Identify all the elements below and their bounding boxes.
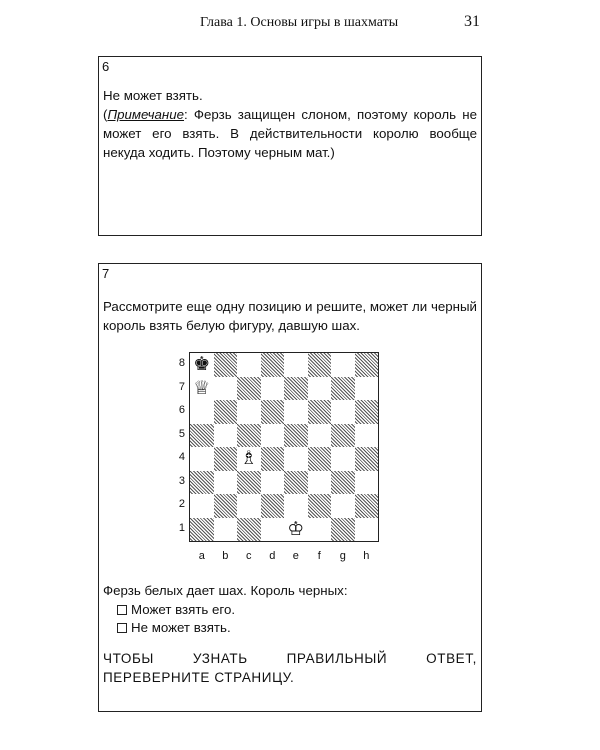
square-h1 <box>355 518 379 542</box>
square-h6 <box>355 400 379 424</box>
square-b7 <box>214 377 238 401</box>
square-c5 <box>237 424 261 448</box>
square-c7 <box>237 377 261 401</box>
square-c1 <box>237 518 261 542</box>
rank-label: 8 <box>178 357 185 369</box>
square-f4 <box>308 447 332 471</box>
square-g1 <box>331 518 355 542</box>
option-label: Не может взять. <box>131 620 231 635</box>
chess-board <box>189 352 379 542</box>
square-f1 <box>308 518 332 542</box>
square-a1 <box>190 518 214 542</box>
square-d1 <box>261 518 285 542</box>
square-h7 <box>355 377 379 401</box>
square-d3 <box>261 471 285 495</box>
square-c6 <box>237 400 261 424</box>
square-d2 <box>261 494 285 518</box>
square-g3 <box>331 471 355 495</box>
square-e1 <box>284 518 308 542</box>
answer-box-6 <box>98 56 482 236</box>
square-a4 <box>190 447 214 471</box>
box-number: 6 <box>102 59 110 74</box>
square-e5 <box>284 424 308 448</box>
square-c4 <box>237 447 261 471</box>
white-king-icon: ♔ <box>284 518 308 542</box>
square-b2 <box>214 494 238 518</box>
square-f8 <box>308 353 332 377</box>
square-h2 <box>355 494 379 518</box>
square-h4 <box>355 447 379 471</box>
square-b8 <box>214 353 238 377</box>
black-king-icon: ♚ <box>190 353 214 377</box>
square-b4 <box>214 447 238 471</box>
exercise-prompt: Рассмотрите еще одну позицию и решите, может ли черный король взять белую фигуру, давшую шах. <box>103 299 477 333</box>
file-label: d <box>269 550 276 562</box>
square-a3 <box>190 471 214 495</box>
square-a7 <box>190 377 214 401</box>
question-text: Ферзь белых дает шах. Король черных: <box>103 583 348 598</box>
option-cannot-capture[interactable] <box>117 620 231 635</box>
square-d8 <box>261 353 285 377</box>
white-queen-icon: ♕ <box>190 377 214 401</box>
square-d5 <box>261 424 285 448</box>
file-label: f <box>317 550 321 562</box>
square-g8 <box>331 353 355 377</box>
note-label: Примечание <box>107 107 185 122</box>
rank-label: 3 <box>178 474 185 487</box>
file-label: b <box>222 550 229 562</box>
square-a2 <box>190 494 214 518</box>
exercise-box-7 <box>98 263 482 712</box>
square-c8 <box>237 353 261 377</box>
square-e4 <box>284 447 308 471</box>
option-can-capture[interactable] <box>117 602 235 617</box>
note-paragraph <box>103 105 477 162</box>
rank-label: 7 <box>178 380 185 393</box>
rank-label: 2 <box>178 498 185 510</box>
square-a8 <box>190 353 214 377</box>
file-label: c <box>246 550 252 562</box>
square-f5 <box>308 424 332 448</box>
square-e3 <box>284 471 308 495</box>
square-e7 <box>284 377 308 401</box>
square-c2 <box>237 494 261 518</box>
square-d4 <box>261 447 285 471</box>
square-g7 <box>331 377 355 401</box>
answer-line: Не может взять. <box>103 88 203 103</box>
square-f3 <box>308 471 332 495</box>
square-c3 <box>237 471 261 495</box>
note-text: : Ферзь защищен слоном, поэтому король не может его взять. В действительности королю вообще некуда ходить. Поэтому черным мат.) <box>103 107 477 160</box>
checkbox-icon[interactable] <box>117 623 127 633</box>
square-f2 <box>308 494 332 518</box>
square-g5 <box>331 424 355 448</box>
white-bishop-icon: ♗ <box>237 447 261 471</box>
square-f6 <box>308 400 332 424</box>
square-e8 <box>284 353 308 377</box>
square-g2 <box>331 494 355 518</box>
square-d6 <box>261 400 285 424</box>
square-a6 <box>190 400 214 424</box>
square-d7 <box>261 377 285 401</box>
note-open: ( <box>103 107 108 122</box>
answer-text <box>103 86 477 162</box>
running-head: Глава 1. Основы игры в шахматы <box>200 15 399 30</box>
square-e2 <box>284 494 308 518</box>
square-e6 <box>284 400 308 424</box>
square-b5 <box>214 424 238 448</box>
square-h8 <box>355 353 379 377</box>
square-b1 <box>214 518 238 542</box>
square-h5 <box>355 424 379 448</box>
square-b6 <box>214 400 238 424</box>
file-label: h <box>363 550 370 562</box>
square-g6 <box>331 400 355 424</box>
rank-label: 4 <box>178 451 185 463</box>
option-label: Может взять его. <box>131 602 236 617</box>
page-number: 31 <box>464 13 480 30</box>
square-a5 <box>190 424 214 448</box>
square-h3 <box>355 471 379 495</box>
box-number: 7 <box>102 266 110 281</box>
file-label: e <box>292 550 299 562</box>
rank-label: 5 <box>178 427 185 440</box>
square-g4 <box>331 447 355 471</box>
square-f7 <box>308 377 332 401</box>
turn-page-instruction: ЧТОБЫ УЗНАТЬ ПРАВИЛЬНЫЙ ОТВЕТ, ПЕРЕВЕРНИТЕ СТРАНИЦУ. <box>103 651 477 685</box>
rank-label: 1 <box>178 521 185 534</box>
checkbox-icon[interactable] <box>117 605 127 615</box>
rank-label: 6 <box>178 404 185 416</box>
square-b3 <box>214 471 238 495</box>
file-label: a <box>198 550 205 562</box>
file-label: g <box>339 550 346 562</box>
